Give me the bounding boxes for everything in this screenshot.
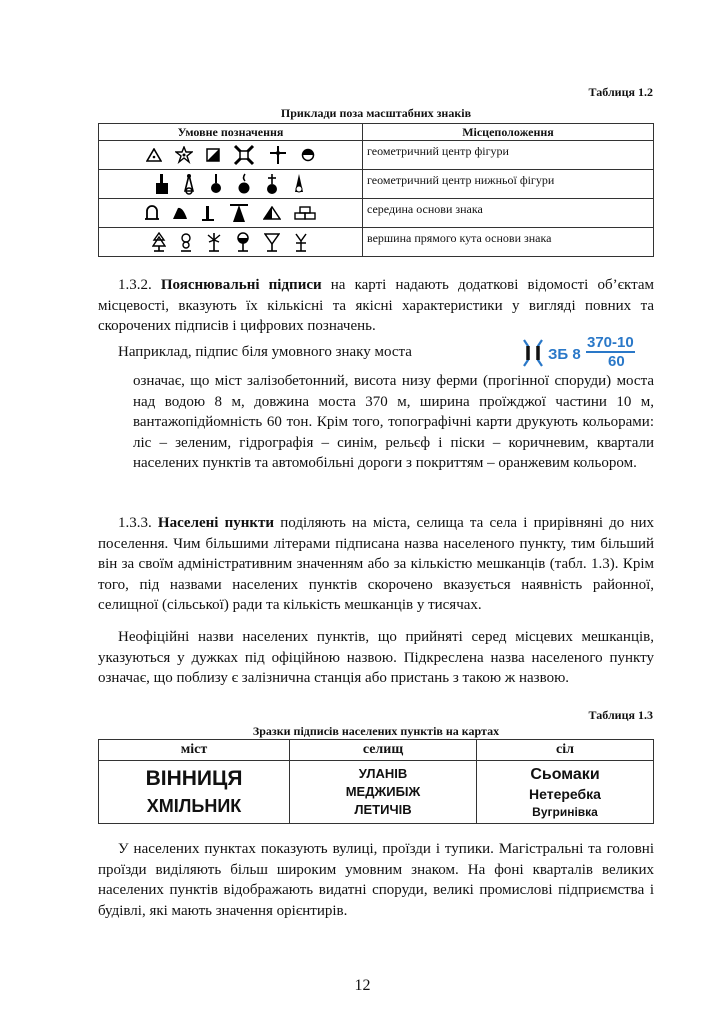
symbol-cell [99,199,363,228]
table-row [99,141,654,170]
symbol-cell [99,228,363,257]
paragraph-explanatory-labels: 1.3.2. Пояснювальні підписи на карті надають додаткові відомості об’єктам місцевості, вказують їх кількісні та якісні характеристики у вигляді повних та скорочених підписів і цифрових позначень. [98,277,655,334]
table-row [99,761,654,824]
village-name: Сьомаки [530,765,600,783]
column-header-location: Місцеположення [363,124,654,141]
table-label: Таблиця 1.3 [588,708,653,722]
column-header-towns: селищ [290,740,477,761]
church-cross-icon [265,173,279,195]
table-row [99,199,654,228]
table-row [99,170,654,199]
bridge-label-denominator: 60 [608,353,625,370]
mine-cross-icon [233,144,255,166]
half-circle-icon [301,148,315,162]
symbol-cell [99,141,363,170]
cave-icon [172,206,188,220]
column-monument-icon [201,204,215,222]
arch-gate-icon [145,205,159,221]
towns-cell [290,761,477,824]
brick-building-icon [294,206,316,220]
page-number: 12 [354,977,371,994]
bridge-icon [522,338,544,368]
table-caption: Приклади поза масштабних знаків [280,106,472,120]
paragraph-bridge-example: Наприклад, підпис біля умовного знаку моста [118,344,412,360]
cities-cell [99,761,290,824]
pump-icon [264,232,280,252]
radio-mast-icon [228,202,250,224]
symbols-table [98,123,654,257]
town-name: МЕДЖИБІЖ [345,784,421,799]
flame-factory-icon [236,173,252,195]
spring-well-icon [235,232,251,252]
triangle-half-icon [263,206,281,220]
bridge-label-prefix: ЗБ 8 [548,346,581,363]
triangle-point-icon [146,148,162,162]
paragraph-bridge-meaning: означає, що міст залізобетонний, висота низу ферми (прогінної споруди) моста над водою 8 м, довжина моста 370 м, ширина проїжджої частини 10 м, вантажопідйомність 60 тон. Крім того, топографічні карти друкують кольорами: ліс – зеленим, гідрографія – синім, рельєф і піски – коричневим, квартали населених пунктів та автомобільні дороги з покриттям – оранжевим кольором. [133,373,654,471]
city-name: ХМІЛЬНИК [146,796,242,816]
table-row [99,228,654,257]
bush-icon [293,232,309,252]
symbol-cell [99,170,363,199]
conifer-tree-icon [152,232,166,252]
deciduous-tree-icon [179,232,193,252]
settlement-labels-table [98,739,654,824]
half-filled-square-icon [206,148,220,162]
spire-icon [292,173,306,195]
villages-cell [477,761,654,824]
windmill-cross-icon [268,145,288,165]
location-cell: геометричний центр нижньої фігури [363,170,654,199]
palm-tree-icon [206,232,222,252]
village-name: Нетеребка [529,785,601,802]
paragraph-unofficial-names: Неофіційні назви населених пунктів, що прийняті серед місцевих мешканців, указуються у дужках під офіційною назвою. Підкреслена назва населеного пункту означає, що поблизу є залізнична станція або пристань з такою ж назвою. [98,629,654,686]
star-icon [175,146,193,164]
bridge-label-numerator: 370-10 [587,334,634,351]
table-label: Таблиця 1.2 [588,85,653,99]
location-cell: геометричний центр фігури [363,141,654,170]
location-cell: середина основи знака [363,199,654,228]
paragraph-streets: У населених пунктах показують вулиці, проїзди і тупики. Магістральні та головні проїзди виділяють більш широким умовним знаком. На фоні кварталів великих населених пунктів відображають видатні споруди, великі промислові підприємства і будівлі, які мають значення орієнтирів. [98,841,654,919]
village-name: Вугринівка [532,804,598,819]
paragraph-settlements: 1.3.3. Населені пункти поділяють на міста, селища та села і прирівняні до них поселення. Чим більшими літерами підписана назва населеного пункту, тим більший він за своїм адміністративним значенням або за кількістю мешканців (табл. 1.3). Крім того, під назвами населених пунктів скорочено вказується наявність районної, селищної (сільської) ради та кількість мешканців у тисячах. [98,515,654,613]
factory-chimney-icon [155,173,169,195]
column-header-cities: міст [99,740,290,761]
column-header-villages: сіл [477,740,654,761]
location-cell: вершина прямого кута основи знака [363,228,654,257]
table-caption: Зразки підписів населених пунктів на картах [252,724,500,738]
bridge-label-graphic [522,336,662,370]
town-name: ЛЕТИЧІВ [354,802,412,817]
tower-icon [182,173,196,195]
monument-icon [209,173,223,195]
city-name: ВІННИЦЯ [145,767,243,790]
column-header-symbol: Умовне позначення [99,124,363,141]
town-name: УЛАНІВ [358,766,408,781]
